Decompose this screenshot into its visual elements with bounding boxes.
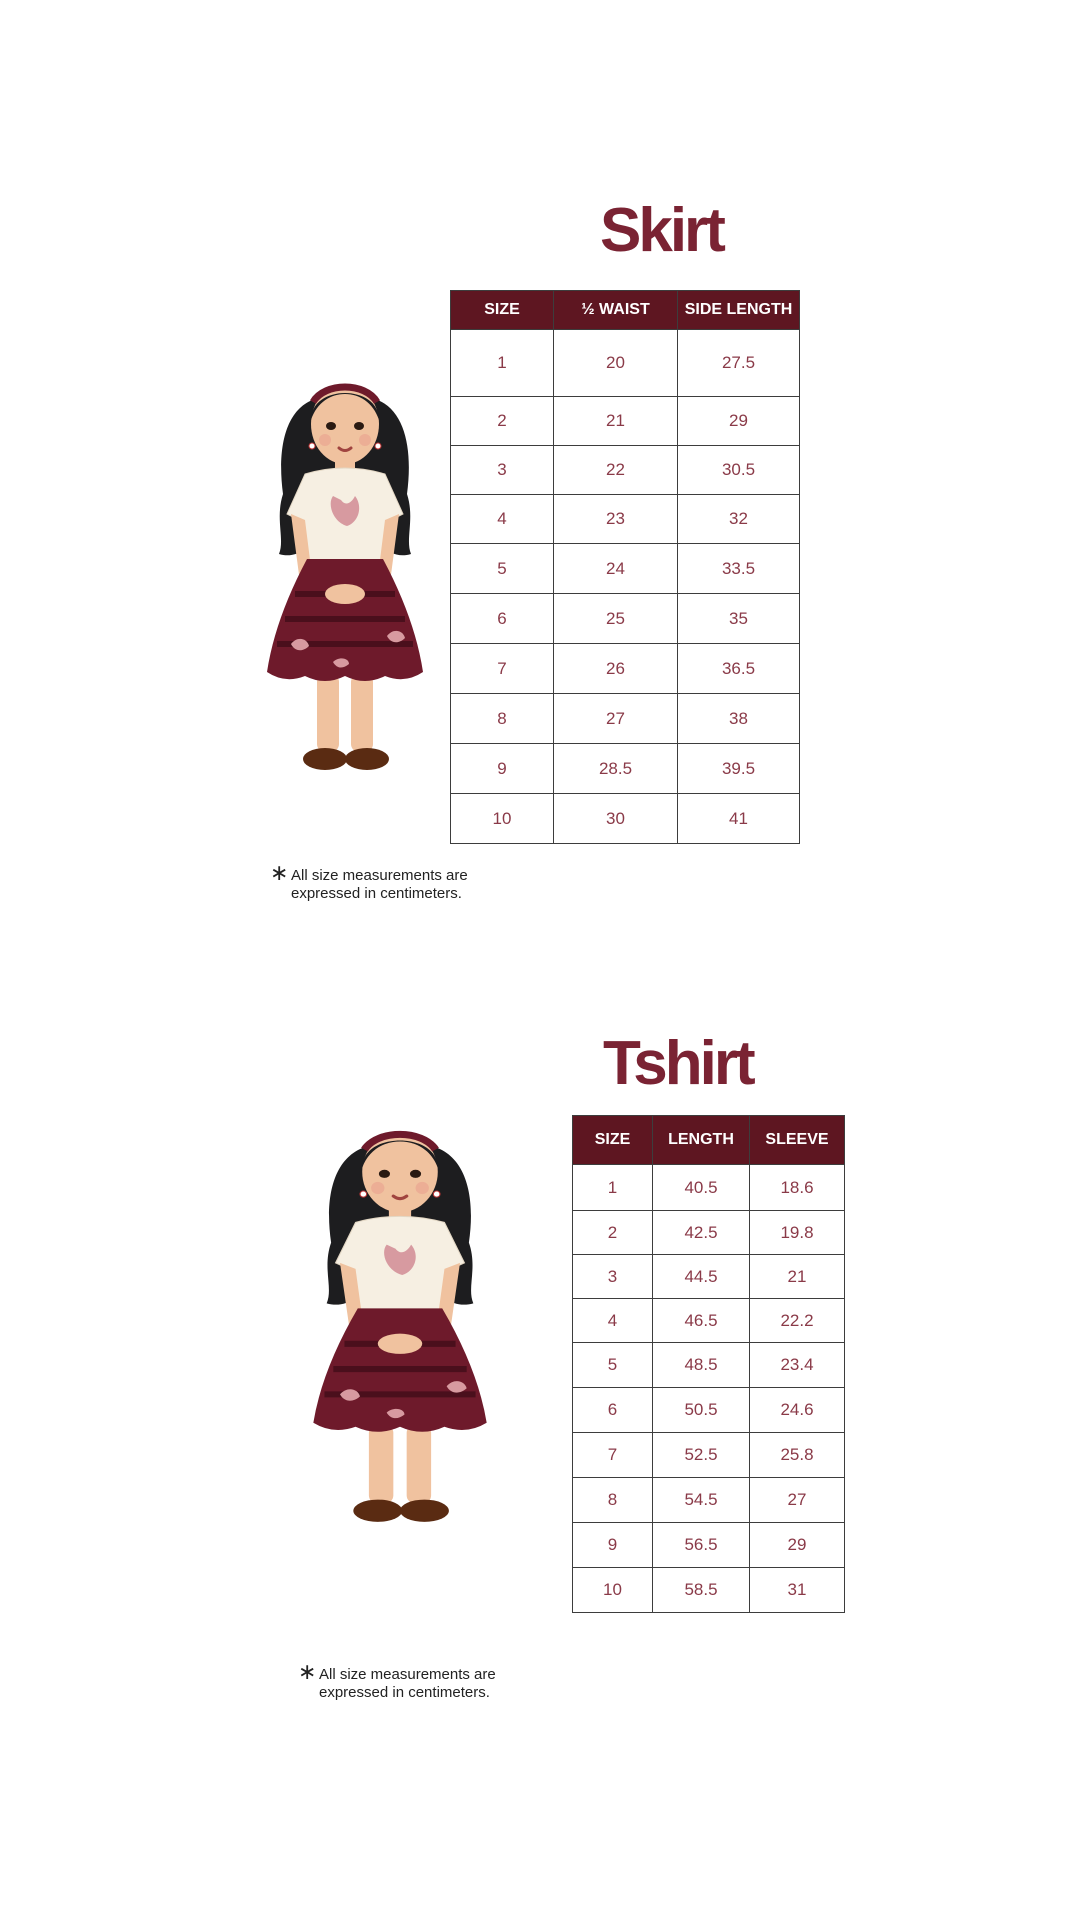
cell-size: 9 [573, 1523, 653, 1568]
note-line-2: expressed in centimeters. [319, 1684, 490, 1701]
cell-length: 50.5 [653, 1388, 750, 1433]
girl-illustration-tshirt [300, 1101, 500, 1536]
table-row [573, 1568, 845, 1613]
table-row [451, 644, 800, 694]
cell-half-waist: 27 [554, 694, 678, 744]
cell-side-length: 39.5 [678, 744, 800, 794]
measurement-note [270, 860, 468, 903]
cell-half-waist: 24 [554, 544, 678, 594]
cell-side-length: 38 [678, 694, 800, 744]
cell-sleeve: 24.6 [750, 1388, 845, 1433]
asterisk-icon: ∗ [270, 860, 289, 885]
leg-right [407, 1425, 431, 1504]
cheek-right [416, 1182, 429, 1194]
cell-length: 52.5 [653, 1433, 750, 1478]
cell-half-waist: 23 [554, 495, 678, 544]
cell-size: 1 [451, 330, 554, 397]
cell-half-waist: 21 [554, 397, 678, 446]
cell-side-length: 32 [678, 495, 800, 544]
header-half-waist: ½ WAIST [554, 291, 678, 330]
table-row [451, 744, 800, 794]
cell-half-waist: 26 [554, 644, 678, 694]
cell-half-waist: 20 [554, 330, 678, 397]
cell-side-length: 41 [678, 794, 800, 844]
cell-size: 4 [573, 1299, 653, 1343]
table-row [573, 1211, 845, 1255]
header-size: SIZE [573, 1116, 653, 1165]
hands [378, 1334, 422, 1354]
cell-size: 6 [573, 1388, 653, 1433]
skirt-size-table [450, 290, 800, 844]
cell-length: 54.5 [653, 1478, 750, 1523]
girl-illustration-skirt [255, 354, 435, 784]
cell-length: 44.5 [653, 1255, 750, 1299]
cell-size: 8 [451, 694, 554, 744]
earring-left [360, 1191, 367, 1197]
cell-side-length: 36.5 [678, 644, 800, 694]
cell-size: 6 [451, 594, 554, 644]
cell-size: 5 [573, 1343, 653, 1388]
cell-length: 42.5 [653, 1211, 750, 1255]
leg-left [369, 1425, 393, 1504]
earring-right [433, 1191, 440, 1197]
cell-size: 9 [451, 744, 554, 794]
table-row [451, 495, 800, 544]
eye-right [410, 1170, 421, 1178]
cell-side-length: 29 [678, 397, 800, 446]
hands [325, 584, 365, 604]
cell-length: 40.5 [653, 1165, 750, 1211]
table-row [573, 1343, 845, 1388]
header-size: SIZE [451, 291, 554, 330]
leg-right [351, 674, 373, 752]
cell-size: 7 [451, 644, 554, 694]
measurement-note [298, 1659, 496, 1702]
earring-left [309, 443, 315, 449]
table-row [451, 397, 800, 446]
cell-length: 56.5 [653, 1523, 750, 1568]
cell-size: 7 [573, 1433, 653, 1478]
cell-half-waist: 30 [554, 794, 678, 844]
cell-sleeve: 23.4 [750, 1343, 845, 1388]
cell-half-waist: 22 [554, 446, 678, 495]
table-row [573, 1165, 845, 1211]
asterisk-icon: ∗ [298, 1659, 317, 1684]
note-line-1: All size measurements are [291, 867, 468, 884]
cheek-right [359, 434, 371, 446]
shoe-left [353, 1500, 402, 1522]
table-row [573, 1433, 845, 1478]
table-row [451, 694, 800, 744]
cell-size: 8 [573, 1478, 653, 1523]
table-header-row [573, 1116, 845, 1165]
eye-left [379, 1170, 390, 1178]
cell-sleeve: 22.2 [750, 1299, 845, 1343]
cell-length: 46.5 [653, 1299, 750, 1343]
skirt-title: Skirt [600, 196, 723, 265]
tshirt-size-table [572, 1115, 845, 1613]
note-line-2: expressed in centimeters. [291, 885, 462, 902]
cell-sleeve: 25.8 [750, 1433, 845, 1478]
table-row [573, 1388, 845, 1433]
cheek-left [319, 434, 331, 446]
cell-sleeve: 21 [750, 1255, 845, 1299]
shoe-right [345, 748, 389, 770]
shoe-right [400, 1500, 449, 1522]
cell-sleeve: 19.8 [750, 1211, 845, 1255]
eye-right [354, 422, 364, 430]
tshirt-title: Tshirt [603, 1029, 753, 1098]
cell-size: 10 [451, 794, 554, 844]
cell-side-length: 33.5 [678, 544, 800, 594]
cell-size: 1 [573, 1165, 653, 1211]
table-row [573, 1478, 845, 1523]
header-length: LENGTH [653, 1116, 750, 1165]
cell-length: 58.5 [653, 1568, 750, 1613]
header-sleeve: SLEEVE [750, 1116, 845, 1165]
shoe-left [303, 748, 347, 770]
cell-half-waist: 28.5 [554, 744, 678, 794]
table-row [573, 1523, 845, 1568]
cell-sleeve: 27 [750, 1478, 845, 1523]
cell-side-length: 30.5 [678, 446, 800, 495]
table-row [451, 794, 800, 844]
cell-sleeve: 31 [750, 1568, 845, 1613]
table-header-row [451, 291, 800, 330]
cell-length: 48.5 [653, 1343, 750, 1388]
cell-size: 2 [451, 397, 554, 446]
cell-side-length: 27.5 [678, 330, 800, 397]
cell-sleeve: 29 [750, 1523, 845, 1568]
table-row [573, 1255, 845, 1299]
eye-left [326, 422, 336, 430]
cell-size: 2 [573, 1211, 653, 1255]
table-row [451, 594, 800, 644]
note-line-1: All size measurements are [319, 1666, 496, 1683]
table-row [451, 330, 800, 397]
cell-size: 5 [451, 544, 554, 594]
earring-right [375, 443, 381, 449]
cell-sleeve: 18.6 [750, 1165, 845, 1211]
leg-left [317, 674, 339, 752]
cell-size: 3 [451, 446, 554, 495]
header-side-length: SIDE LENGTH [678, 291, 800, 330]
cell-size: 3 [573, 1255, 653, 1299]
cell-side-length: 35 [678, 594, 800, 644]
table-row [451, 446, 800, 495]
cheek-left [371, 1182, 384, 1194]
cell-size: 4 [451, 495, 554, 544]
tshirt-section [0, 960, 1080, 1920]
table-row [573, 1299, 845, 1343]
cell-half-waist: 25 [554, 594, 678, 644]
table-row [451, 544, 800, 594]
cell-size: 10 [573, 1568, 653, 1613]
